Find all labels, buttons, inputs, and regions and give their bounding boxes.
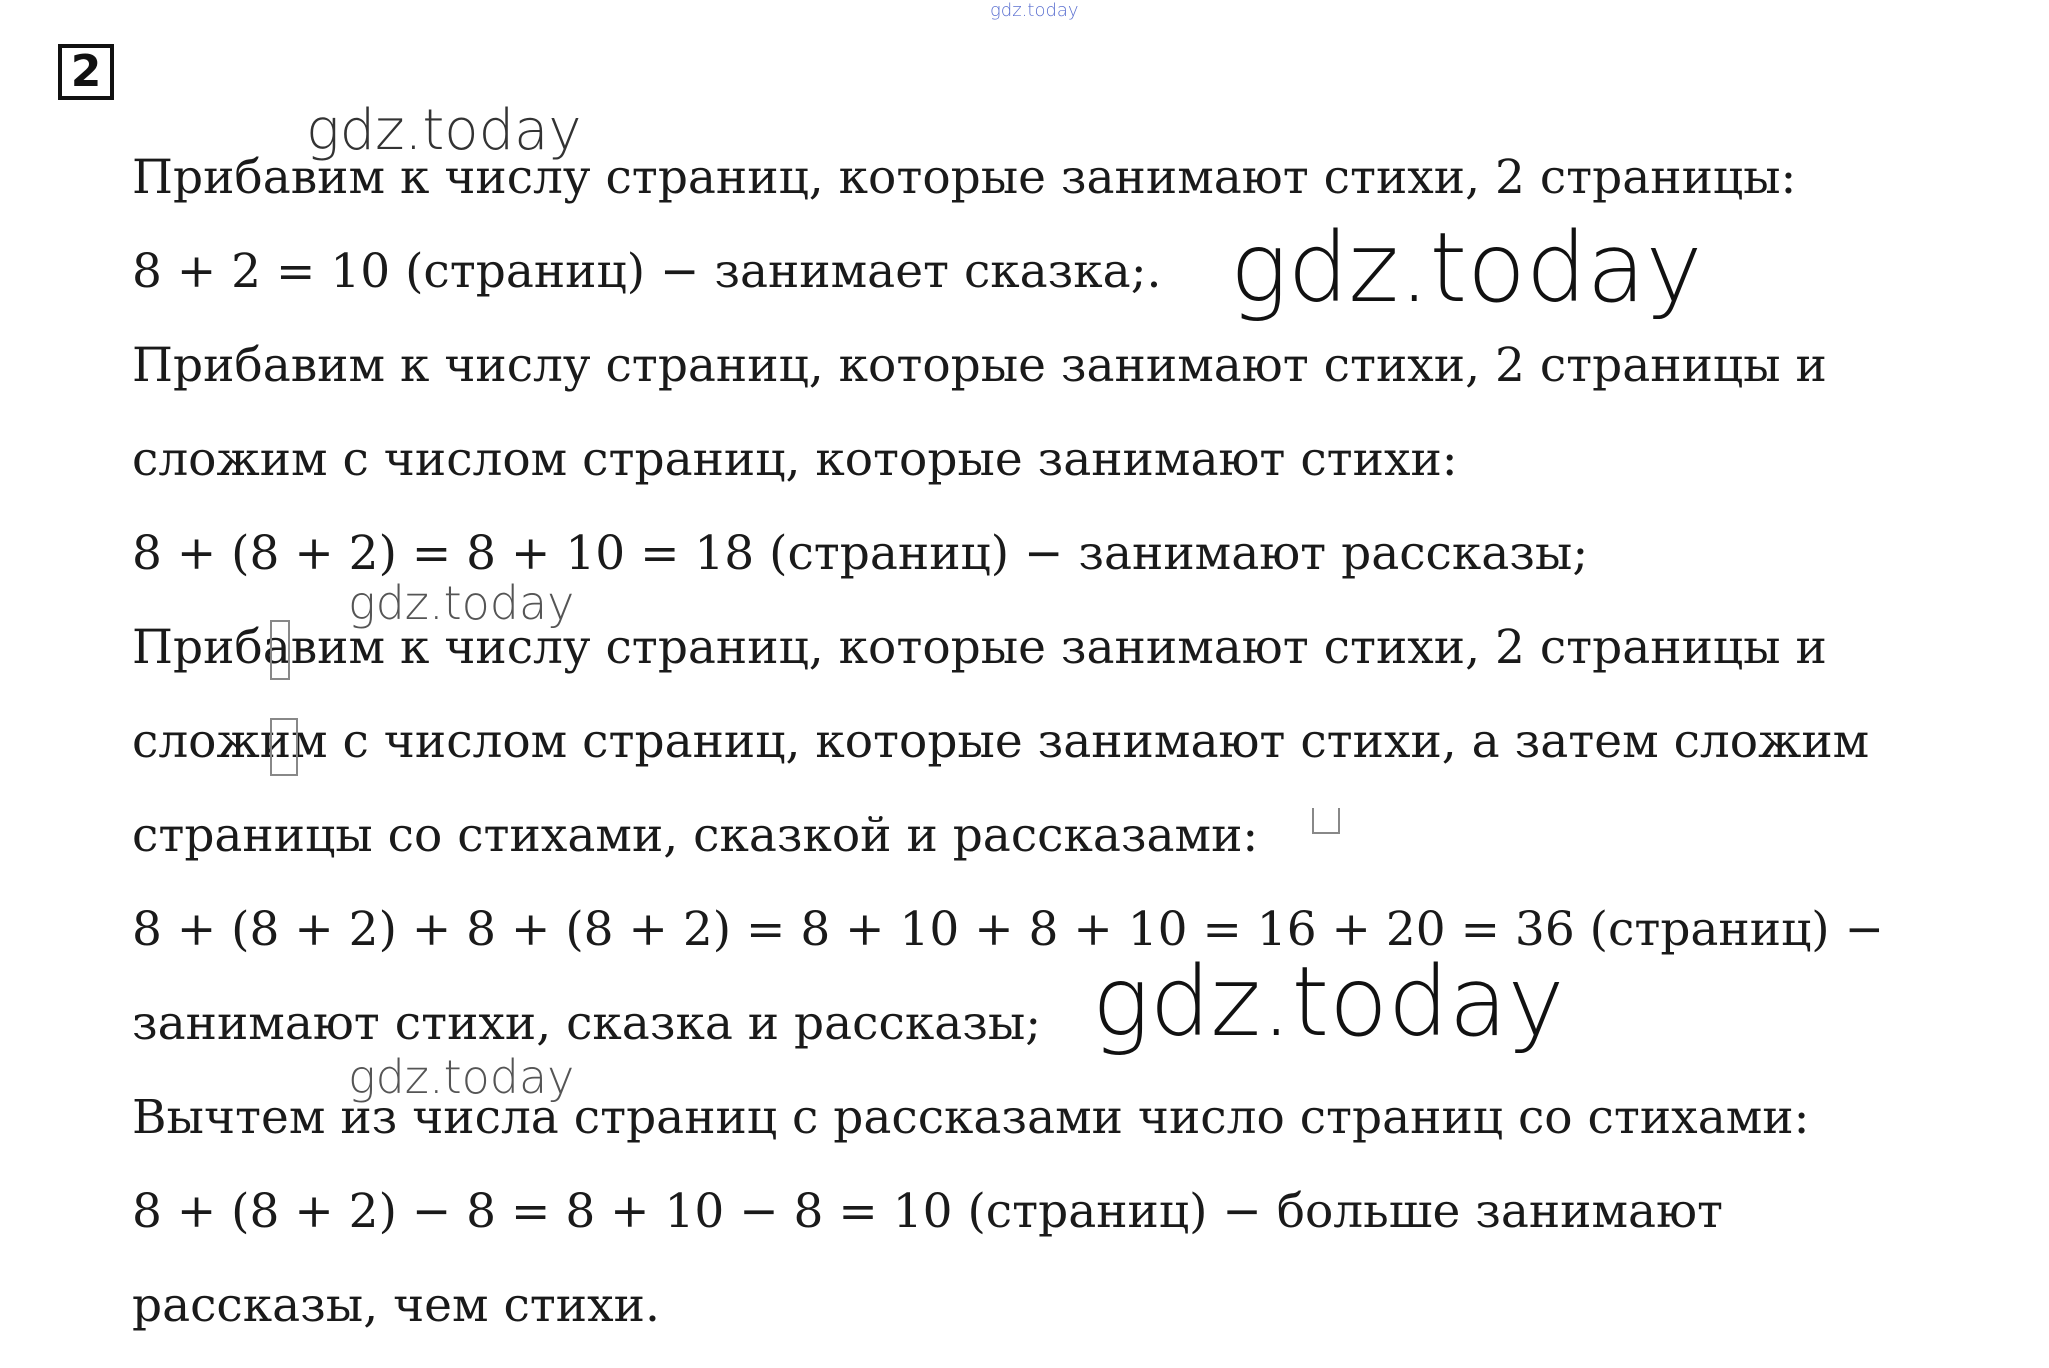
equation-line: 8 + 2 = 10 (страниц) − занимает сказка;. (132, 244, 1162, 299)
solution-line: рассказы, чем стихи. (132, 1278, 660, 1333)
watermark-large: gdz.today (1092, 946, 1565, 1058)
solution-line: Вычтем из числа страниц с рассказами число страниц со стихами: (132, 1090, 1810, 1145)
watermark-top: gdz.today (990, 0, 1079, 21)
equation-line: 8 + (8 + 2) = 8 + 10 = 18 (страниц) − занимают рассказы; (132, 526, 1589, 581)
watermark-large: gdz.today (1230, 212, 1703, 324)
solution-line: Прибавим к числу страниц, которые занимают стихи, 2 страницы и (132, 620, 1827, 675)
artifact-mark (270, 620, 290, 680)
solution-line: Прибавим к числу страниц, которые занимают стихи, 2 страницы: (132, 150, 1797, 205)
solution-line: занимают стихи, сказка и рассказы; (132, 996, 1042, 1051)
solution-line: сложим с числом страниц, которые занимают стихи: (132, 432, 1458, 487)
artifact-mark (1312, 808, 1340, 834)
equation-line: 8 + (8 + 2) − 8 = 8 + 10 − 8 = 10 (страниц) − больше занимают (132, 1184, 1724, 1239)
artifact-mark (270, 718, 298, 776)
solution-line: Прибавим к числу страниц, которые занимают стихи, 2 страницы и (132, 338, 1827, 393)
solution-line: сложим с числом страниц, которые занимают стихи, а затем сложим (132, 714, 1870, 769)
watermark-small: gdz.today (348, 1050, 575, 1104)
solution-line: страницы со стихами, сказкой и рассказами: (132, 808, 1259, 863)
watermark-small: gdz.today (306, 98, 582, 163)
equation-line: 8 + (8 + 2) + 8 + (8 + 2) = 8 + 10 + 8 + 10 = 16 + 20 = 36 (страниц) − (132, 902, 1884, 957)
task-number-box: 2 (58, 44, 114, 100)
watermark-small: gdz.today (348, 576, 575, 630)
